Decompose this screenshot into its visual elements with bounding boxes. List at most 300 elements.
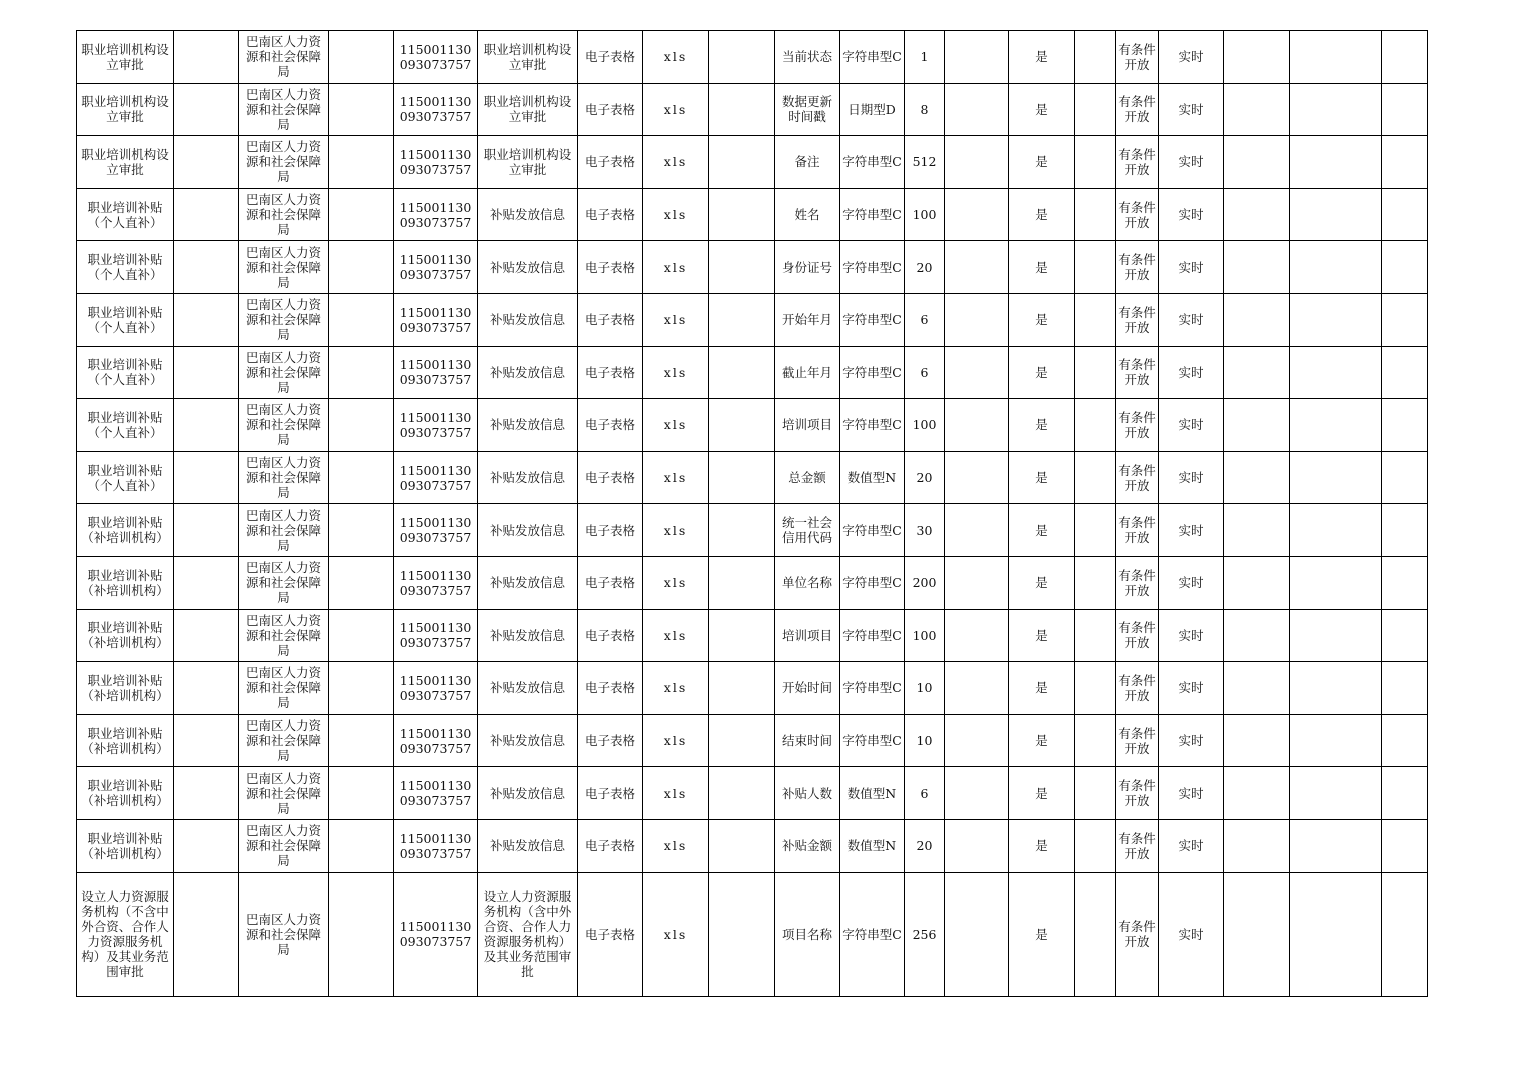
share-type-cell: 有条件开放 — [1116, 451, 1159, 504]
data-item-cell: 补贴金额 — [775, 819, 840, 872]
empty-cell — [945, 504, 1009, 557]
file-extension-cell: xls — [643, 504, 709, 557]
empty-cell — [945, 346, 1009, 399]
credit-code-cell: 115001130093073757 — [394, 662, 478, 715]
resource-name-cell: 补贴发放信息 — [478, 346, 578, 399]
empty-cell — [1075, 399, 1116, 452]
department-cell: 巴南区人力资源和社会保障局 — [239, 556, 329, 609]
table-row — [77, 188, 1428, 241]
empty-cell — [1224, 662, 1290, 715]
empty-cell — [1290, 819, 1382, 872]
empty-cell — [174, 293, 239, 346]
empty-cell — [709, 662, 775, 715]
empty-cell — [709, 767, 775, 820]
empty-cell — [1382, 872, 1428, 996]
resource-name-cell: 补贴发放信息 — [478, 188, 578, 241]
resource-name-cell: 职业培训机构设立审批 — [478, 136, 578, 189]
credit-code-cell: 115001130093073757 — [394, 241, 478, 294]
length-cell: 20 — [905, 241, 945, 294]
length-cell: 6 — [905, 293, 945, 346]
empty-cell — [1075, 819, 1116, 872]
empty-cell — [174, 399, 239, 452]
data-type-cell: 字符串型C — [840, 241, 905, 294]
file-extension-cell: xls — [643, 241, 709, 294]
file-extension-cell: xls — [643, 609, 709, 662]
format-cell: 电子表格 — [578, 399, 643, 452]
share-type-cell: 有条件开放 — [1116, 714, 1159, 767]
file-extension-cell: xls — [643, 556, 709, 609]
length-cell: 10 — [905, 662, 945, 715]
data-type-cell: 字符串型C — [840, 136, 905, 189]
table-row — [77, 872, 1428, 996]
resource-name-cell: 补贴发放信息 — [478, 556, 578, 609]
department-cell: 巴南区人力资源和社会保障局 — [239, 451, 329, 504]
resource-name-cell: 补贴发放信息 — [478, 451, 578, 504]
empty-cell — [1224, 819, 1290, 872]
empty-cell — [329, 83, 394, 136]
table-row — [77, 136, 1428, 189]
share-type-cell: 有条件开放 — [1116, 31, 1159, 84]
resource-name-cell: 补贴发放信息 — [478, 767, 578, 820]
length-cell: 6 — [905, 346, 945, 399]
credit-code-cell: 115001130093073757 — [394, 136, 478, 189]
resource-name-cell: 职业培训机构设立审批 — [478, 31, 578, 84]
catalog-name-cell: 职业培训补贴（补培训机构） — [77, 819, 174, 872]
department-cell: 巴南区人力资源和社会保障局 — [239, 188, 329, 241]
catalog-name-cell: 设立人力资源服务机构（不含中外合资、合作人力资源服务机构）及其业务范围审批 — [77, 872, 174, 996]
empty-cell — [329, 556, 394, 609]
length-cell: 10 — [905, 714, 945, 767]
data-type-cell: 字符串型C — [840, 293, 905, 346]
department-cell: 巴南区人力资源和社会保障局 — [239, 83, 329, 136]
table-row — [77, 83, 1428, 136]
length-cell: 200 — [905, 556, 945, 609]
empty-cell — [709, 399, 775, 452]
data-catalog-table — [76, 30, 1428, 997]
share-type-cell: 有条件开放 — [1116, 556, 1159, 609]
update-frequency-cell: 实时 — [1159, 399, 1224, 452]
department-cell: 巴南区人力资源和社会保障局 — [239, 767, 329, 820]
data-item-cell: 当前状态 — [775, 31, 840, 84]
format-cell: 电子表格 — [578, 241, 643, 294]
empty-cell — [1224, 556, 1290, 609]
empty-cell — [1382, 83, 1428, 136]
empty-cell — [1290, 451, 1382, 504]
empty-cell — [709, 83, 775, 136]
update-frequency-cell: 实时 — [1159, 767, 1224, 820]
length-cell: 30 — [905, 504, 945, 557]
update-frequency-cell: 实时 — [1159, 136, 1224, 189]
empty-cell — [1075, 83, 1116, 136]
required-cell: 是 — [1009, 136, 1075, 189]
resource-name-cell: 职业培训机构设立审批 — [478, 83, 578, 136]
empty-cell — [174, 714, 239, 767]
share-type-cell: 有条件开放 — [1116, 662, 1159, 715]
empty-cell — [1290, 31, 1382, 84]
empty-cell — [174, 662, 239, 715]
length-cell: 512 — [905, 136, 945, 189]
share-type-cell: 有条件开放 — [1116, 241, 1159, 294]
data-type-cell: 数值型N — [840, 767, 905, 820]
empty-cell — [1224, 293, 1290, 346]
empty-cell — [174, 819, 239, 872]
update-frequency-cell: 实时 — [1159, 556, 1224, 609]
table-row — [77, 819, 1428, 872]
empty-cell — [709, 451, 775, 504]
data-item-cell: 补贴人数 — [775, 767, 840, 820]
data-type-cell: 字符串型C — [840, 872, 905, 996]
data-item-cell: 开始时间 — [775, 662, 840, 715]
empty-cell — [1224, 451, 1290, 504]
required-cell: 是 — [1009, 819, 1075, 872]
empty-cell — [1224, 767, 1290, 820]
required-cell: 是 — [1009, 293, 1075, 346]
update-frequency-cell: 实时 — [1159, 504, 1224, 557]
empty-cell — [329, 872, 394, 996]
credit-code-cell: 115001130093073757 — [394, 83, 478, 136]
data-type-cell: 字符串型C — [840, 31, 905, 84]
credit-code-cell: 115001130093073757 — [394, 451, 478, 504]
catalog-name-cell: 职业培训补贴（补培训机构） — [77, 767, 174, 820]
format-cell: 电子表格 — [578, 556, 643, 609]
data-item-cell: 项目名称 — [775, 872, 840, 996]
empty-cell — [945, 83, 1009, 136]
required-cell: 是 — [1009, 241, 1075, 294]
data-type-cell: 字符串型C — [840, 556, 905, 609]
data-item-cell: 姓名 — [775, 188, 840, 241]
resource-name-cell: 补贴发放信息 — [478, 504, 578, 557]
required-cell: 是 — [1009, 767, 1075, 820]
empty-cell — [329, 188, 394, 241]
empty-cell — [1075, 872, 1116, 996]
table-body — [77, 31, 1428, 997]
empty-cell — [329, 767, 394, 820]
table-row — [77, 767, 1428, 820]
data-type-cell: 字符串型C — [840, 188, 905, 241]
empty-cell — [1075, 31, 1116, 84]
catalog-name-cell: 职业培训机构设立审批 — [77, 31, 174, 84]
format-cell: 电子表格 — [578, 662, 643, 715]
format-cell: 电子表格 — [578, 504, 643, 557]
empty-cell — [945, 767, 1009, 820]
empty-cell — [1075, 662, 1116, 715]
data-type-cell: 字符串型C — [840, 399, 905, 452]
empty-cell — [1224, 714, 1290, 767]
empty-cell — [1224, 83, 1290, 136]
credit-code-cell: 115001130093073757 — [394, 504, 478, 557]
empty-cell — [1290, 767, 1382, 820]
empty-cell — [1382, 609, 1428, 662]
empty-cell — [1290, 662, 1382, 715]
format-cell: 电子表格 — [578, 31, 643, 84]
empty-cell — [709, 872, 775, 996]
update-frequency-cell: 实时 — [1159, 819, 1224, 872]
data-item-cell: 开始年月 — [775, 293, 840, 346]
empty-cell — [329, 819, 394, 872]
share-type-cell: 有条件开放 — [1116, 346, 1159, 399]
data-type-cell: 字符串型C — [840, 346, 905, 399]
empty-cell — [329, 504, 394, 557]
data-type-cell: 数值型N — [840, 451, 905, 504]
empty-cell — [329, 31, 394, 84]
data-item-cell: 总金额 — [775, 451, 840, 504]
department-cell: 巴南区人力资源和社会保障局 — [239, 399, 329, 452]
catalog-name-cell: 职业培训补贴（补培训机构） — [77, 556, 174, 609]
empty-cell — [174, 451, 239, 504]
resource-name-cell: 补贴发放信息 — [478, 819, 578, 872]
file-extension-cell: xls — [643, 83, 709, 136]
empty-cell — [1382, 504, 1428, 557]
empty-cell — [174, 767, 239, 820]
data-item-cell: 数据更新时间戳 — [775, 83, 840, 136]
empty-cell — [1075, 293, 1116, 346]
empty-cell — [709, 504, 775, 557]
required-cell: 是 — [1009, 504, 1075, 557]
credit-code-cell: 115001130093073757 — [394, 714, 478, 767]
data-item-cell: 截止年月 — [775, 346, 840, 399]
empty-cell — [709, 136, 775, 189]
empty-cell — [329, 609, 394, 662]
data-item-cell: 培训项目 — [775, 399, 840, 452]
department-cell: 巴南区人力资源和社会保障局 — [239, 346, 329, 399]
format-cell: 电子表格 — [578, 293, 643, 346]
catalog-name-cell: 职业培训补贴（个人直补） — [77, 188, 174, 241]
empty-cell — [1382, 136, 1428, 189]
credit-code-cell: 115001130093073757 — [394, 767, 478, 820]
empty-cell — [1075, 346, 1116, 399]
empty-cell — [709, 819, 775, 872]
catalog-name-cell: 职业培训机构设立审批 — [77, 83, 174, 136]
empty-cell — [945, 662, 1009, 715]
empty-cell — [945, 819, 1009, 872]
share-type-cell: 有条件开放 — [1116, 872, 1159, 996]
empty-cell — [1382, 293, 1428, 346]
empty-cell — [329, 714, 394, 767]
share-type-cell: 有条件开放 — [1116, 504, 1159, 557]
department-cell: 巴南区人力资源和社会保障局 — [239, 662, 329, 715]
catalog-name-cell: 职业培训补贴（个人直补） — [77, 241, 174, 294]
empty-cell — [945, 872, 1009, 996]
credit-code-cell: 115001130093073757 — [394, 31, 478, 84]
table-row — [77, 293, 1428, 346]
empty-cell — [1075, 609, 1116, 662]
empty-cell — [174, 241, 239, 294]
catalog-name-cell: 职业培训补贴（个人直补） — [77, 346, 174, 399]
empty-cell — [1075, 714, 1116, 767]
catalog-name-cell: 职业培训补贴（补培训机构） — [77, 504, 174, 557]
file-extension-cell: xls — [643, 451, 709, 504]
length-cell: 6 — [905, 767, 945, 820]
format-cell: 电子表格 — [578, 83, 643, 136]
empty-cell — [174, 346, 239, 399]
required-cell: 是 — [1009, 83, 1075, 136]
empty-cell — [1290, 504, 1382, 557]
empty-cell — [1290, 556, 1382, 609]
credit-code-cell: 115001130093073757 — [394, 872, 478, 996]
department-cell: 巴南区人力资源和社会保障局 — [239, 241, 329, 294]
length-cell: 100 — [905, 399, 945, 452]
table-row — [77, 451, 1428, 504]
empty-cell — [945, 31, 1009, 84]
empty-cell — [1382, 188, 1428, 241]
empty-cell — [329, 346, 394, 399]
empty-cell — [174, 83, 239, 136]
empty-cell — [329, 662, 394, 715]
table-row — [77, 399, 1428, 452]
empty-cell — [1290, 714, 1382, 767]
length-cell: 100 — [905, 609, 945, 662]
table-row — [77, 662, 1428, 715]
empty-cell — [1224, 399, 1290, 452]
share-type-cell: 有条件开放 — [1116, 767, 1159, 820]
empty-cell — [709, 241, 775, 294]
empty-cell — [1290, 83, 1382, 136]
credit-code-cell: 115001130093073757 — [394, 819, 478, 872]
empty-cell — [945, 556, 1009, 609]
share-type-cell: 有条件开放 — [1116, 399, 1159, 452]
update-frequency-cell: 实时 — [1159, 872, 1224, 996]
file-extension-cell: xls — [643, 767, 709, 820]
empty-cell — [945, 451, 1009, 504]
file-extension-cell: xls — [643, 819, 709, 872]
table-row — [77, 556, 1428, 609]
file-extension-cell: xls — [643, 136, 709, 189]
department-cell: 巴南区人力资源和社会保障局 — [239, 293, 329, 346]
empty-cell — [1382, 31, 1428, 84]
format-cell: 电子表格 — [578, 188, 643, 241]
empty-cell — [709, 714, 775, 767]
department-cell: 巴南区人力资源和社会保障局 — [239, 872, 329, 996]
empty-cell — [329, 451, 394, 504]
catalog-name-cell: 职业培训补贴（补培训机构） — [77, 662, 174, 715]
catalog-name-cell: 职业培训补贴（个人直补） — [77, 451, 174, 504]
file-extension-cell: xls — [643, 872, 709, 996]
catalog-name-cell: 职业培训机构设立审批 — [77, 136, 174, 189]
empty-cell — [1382, 346, 1428, 399]
empty-cell — [709, 556, 775, 609]
empty-cell — [1224, 504, 1290, 557]
empty-cell — [1290, 241, 1382, 294]
share-type-cell: 有条件开放 — [1116, 188, 1159, 241]
format-cell: 电子表格 — [578, 136, 643, 189]
update-frequency-cell: 实时 — [1159, 241, 1224, 294]
share-type-cell: 有条件开放 — [1116, 609, 1159, 662]
share-type-cell: 有条件开放 — [1116, 136, 1159, 189]
data-item-cell: 培训项目 — [775, 609, 840, 662]
empty-cell — [174, 504, 239, 557]
data-item-cell: 单位名称 — [775, 556, 840, 609]
required-cell: 是 — [1009, 714, 1075, 767]
department-cell: 巴南区人力资源和社会保障局 — [239, 819, 329, 872]
length-cell: 1 — [905, 31, 945, 84]
format-cell: 电子表格 — [578, 609, 643, 662]
empty-cell — [1290, 293, 1382, 346]
resource-name-cell: 设立人力资源服务机构（含中外合资、合作人力资源服务机构）及其业务范围审批 — [478, 872, 578, 996]
empty-cell — [709, 31, 775, 84]
required-cell: 是 — [1009, 556, 1075, 609]
credit-code-cell: 115001130093073757 — [394, 609, 478, 662]
empty-cell — [329, 399, 394, 452]
length-cell: 20 — [905, 451, 945, 504]
required-cell: 是 — [1009, 872, 1075, 996]
required-cell: 是 — [1009, 662, 1075, 715]
empty-cell — [1075, 188, 1116, 241]
empty-cell — [1224, 872, 1290, 996]
data-type-cell: 字符串型C — [840, 504, 905, 557]
data-item-cell: 统一社会信用代码 — [775, 504, 840, 557]
empty-cell — [1382, 662, 1428, 715]
empty-cell — [1382, 714, 1428, 767]
update-frequency-cell: 实时 — [1159, 451, 1224, 504]
empty-cell — [1382, 241, 1428, 294]
catalog-name-cell: 职业培训补贴（补培训机构） — [77, 609, 174, 662]
resource-name-cell: 补贴发放信息 — [478, 714, 578, 767]
format-cell: 电子表格 — [578, 346, 643, 399]
empty-cell — [945, 609, 1009, 662]
resource-name-cell: 补贴发放信息 — [478, 399, 578, 452]
empty-cell — [1075, 241, 1116, 294]
length-cell: 20 — [905, 819, 945, 872]
empty-cell — [1382, 819, 1428, 872]
file-extension-cell: xls — [643, 188, 709, 241]
update-frequency-cell: 实时 — [1159, 188, 1224, 241]
department-cell: 巴南区人力资源和社会保障局 — [239, 136, 329, 189]
empty-cell — [174, 31, 239, 84]
share-type-cell: 有条件开放 — [1116, 83, 1159, 136]
empty-cell — [945, 136, 1009, 189]
empty-cell — [1290, 399, 1382, 452]
empty-cell — [174, 872, 239, 996]
table-row — [77, 346, 1428, 399]
update-frequency-cell: 实时 — [1159, 31, 1224, 84]
format-cell: 电子表格 — [578, 819, 643, 872]
empty-cell — [1075, 504, 1116, 557]
empty-cell — [945, 399, 1009, 452]
file-extension-cell: xls — [643, 662, 709, 715]
empty-cell — [1290, 346, 1382, 399]
file-extension-cell: xls — [643, 293, 709, 346]
empty-cell — [1290, 188, 1382, 241]
empty-cell — [1382, 556, 1428, 609]
department-cell: 巴南区人力资源和社会保障局 — [239, 609, 329, 662]
update-frequency-cell: 实时 — [1159, 714, 1224, 767]
empty-cell — [174, 556, 239, 609]
table-row — [77, 714, 1428, 767]
empty-cell — [329, 241, 394, 294]
credit-code-cell: 115001130093073757 — [394, 188, 478, 241]
empty-cell — [709, 293, 775, 346]
file-extension-cell: xls — [643, 346, 709, 399]
empty-cell — [174, 609, 239, 662]
empty-cell — [709, 346, 775, 399]
department-cell: 巴南区人力资源和社会保障局 — [239, 714, 329, 767]
empty-cell — [945, 714, 1009, 767]
empty-cell — [1075, 767, 1116, 820]
format-cell: 电子表格 — [578, 872, 643, 996]
resource-name-cell: 补贴发放信息 — [478, 293, 578, 346]
department-cell: 巴南区人力资源和社会保障局 — [239, 31, 329, 84]
length-cell: 256 — [905, 872, 945, 996]
catalog-name-cell: 职业培训补贴（个人直补） — [77, 399, 174, 452]
empty-cell — [709, 188, 775, 241]
table-row — [77, 31, 1428, 84]
empty-cell — [945, 293, 1009, 346]
required-cell: 是 — [1009, 188, 1075, 241]
empty-cell — [1224, 136, 1290, 189]
empty-cell — [1382, 399, 1428, 452]
required-cell: 是 — [1009, 31, 1075, 84]
empty-cell — [1290, 872, 1382, 996]
